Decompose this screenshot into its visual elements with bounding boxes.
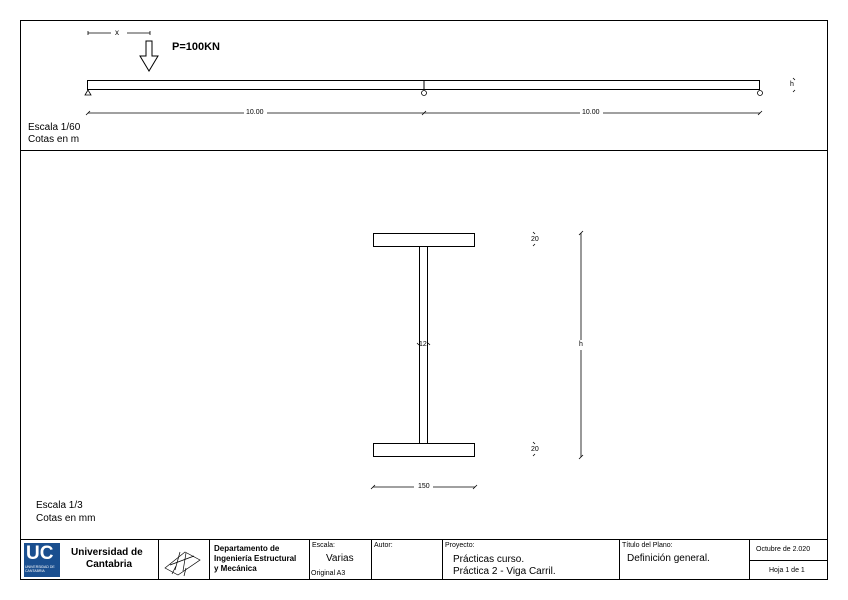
section-dimensions bbox=[371, 231, 583, 489]
top-flange-thickness: 20 bbox=[531, 236, 539, 243]
university-name-line2: Cantabria bbox=[86, 559, 133, 570]
web-thickness: 12 bbox=[419, 341, 427, 348]
university-name-line1: Universidad de bbox=[71, 547, 143, 558]
project-line1: Prácticas curso. bbox=[453, 554, 525, 565]
section-width-dimension: 150 bbox=[418, 483, 430, 490]
roller-support-icon bbox=[422, 91, 427, 96]
project-caption: Proyecto: bbox=[445, 542, 475, 549]
x-dimension-label: x bbox=[115, 28, 119, 37]
date-label: Octubre de 2.020 bbox=[756, 546, 811, 553]
bottom-flange bbox=[374, 444, 475, 457]
author-caption: Autor: bbox=[374, 542, 393, 549]
uc-logo-text: UC bbox=[26, 543, 54, 564]
roller-support-icon bbox=[758, 91, 763, 96]
section-scale-label: Escala 1/3 bbox=[36, 500, 83, 511]
bottom-flange-thickness: 20 bbox=[531, 446, 539, 453]
section-units-label: Cotas en mm bbox=[36, 513, 96, 524]
top-flange bbox=[374, 234, 475, 247]
sheet-frame bbox=[21, 21, 828, 580]
load-arrow-icon bbox=[140, 41, 158, 71]
span-left-dimension: 10.00 bbox=[246, 109, 264, 116]
scale-value: Varias bbox=[326, 553, 354, 564]
original-format: Original A3 bbox=[311, 570, 346, 577]
section-height-label: h bbox=[579, 341, 583, 348]
sheet-number: Hoja 1 de 1 bbox=[769, 567, 805, 574]
beam-height-label: h bbox=[790, 81, 794, 88]
scale-caption: Escala: bbox=[312, 542, 335, 549]
department-line2: Ingeniería Estructural bbox=[214, 554, 297, 563]
load-label: P=100KN bbox=[172, 41, 221, 53]
span-right-dimension: 10.00 bbox=[582, 109, 600, 116]
plan-title-caption: Título del Plano: bbox=[622, 542, 673, 549]
pin-support-icon bbox=[85, 90, 91, 95]
uc-logo-subtext: UNIVERSIDAD DE CANTABRIA bbox=[25, 565, 55, 573]
beam-units-label: Cotas en m bbox=[28, 134, 80, 145]
department-line3: y Mecánica bbox=[214, 564, 257, 573]
department-emblem-icon bbox=[165, 552, 200, 576]
plan-title: Definición general. bbox=[627, 553, 710, 564]
project-line2: Práctica 2 - Viga Carril. bbox=[453, 566, 556, 577]
beam-scale-label: Escala 1/60 bbox=[28, 122, 81, 133]
department-line1: Departamento de bbox=[214, 544, 280, 553]
